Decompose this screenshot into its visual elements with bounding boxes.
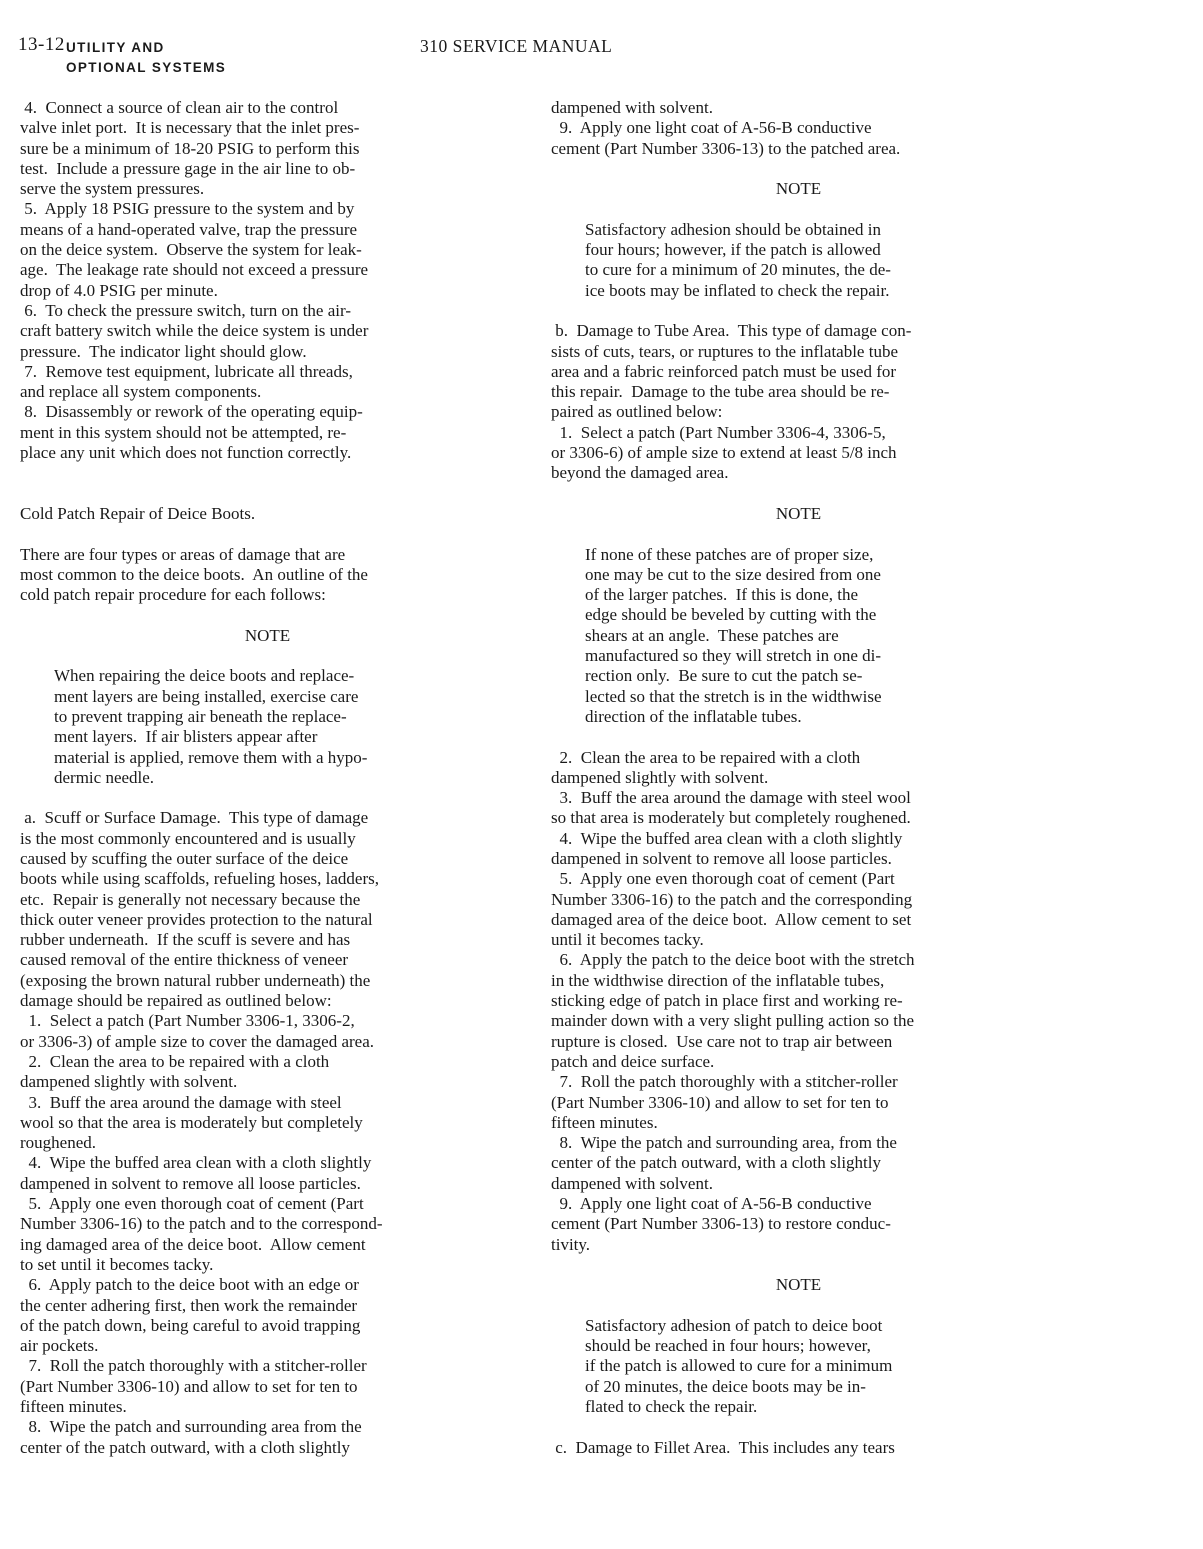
- text-line: sists of cuts, tears, or ruptures to the inflatable tube: [551, 341, 898, 361]
- text-line: drop of 4.0 PSIG per minute.: [20, 280, 218, 300]
- text-line: material is applied, remove them with a hypo-: [54, 747, 368, 767]
- text-line: damage should be repaired as outlined below:: [20, 991, 332, 1011]
- text-line: cement (Part Number 3306-13) to restore conduc-: [551, 1214, 891, 1234]
- right-column: [551, 98, 1046, 1458]
- text-line: fifteen minutes.: [20, 1397, 127, 1416]
- text-line: area and a fabric reinforced patch must be used for: [551, 361, 897, 381]
- text-line: 8. Wipe the patch and surrounding area, from the: [551, 1133, 897, 1153]
- text-line: of 20 minutes, the deice boots may be in-: [585, 1376, 866, 1396]
- text-line: ing damaged area of the deice boot. Allow cement: [20, 1234, 366, 1254]
- text-line: Satisfactory adhesion of patch to deice boot: [585, 1315, 883, 1335]
- text-line: dampened with solvent.: [551, 98, 713, 117]
- text-line: tivity.: [551, 1234, 591, 1254]
- text-line: cement (Part Number 3306-13) to the patched area.: [551, 138, 901, 158]
- text-line: rubber underneath. If the scuff is severe and has: [20, 930, 351, 950]
- note-body: [20, 666, 515, 788]
- text-line: serve the system pressures.: [20, 179, 205, 199]
- text-line: means of a hand-operated valve, trap the pressure: [20, 219, 358, 239]
- left-column: [20, 98, 515, 1458]
- text-line: (Part Number 3306-10) and allow to set for ten to: [20, 1376, 358, 1396]
- text-line: is the most commonly encountered and is usually: [20, 828, 356, 848]
- text-line: 5. Apply one even thorough coat of cement (Part: [551, 869, 895, 889]
- text-line: shears at an angle. These patches are: [585, 625, 839, 645]
- text-line: caused removal of the entire thickness of veneer: [20, 950, 349, 970]
- tube-repair-steps: [551, 748, 1046, 1255]
- text-line: if the patch is allowed to cure for a minimum: [585, 1356, 893, 1376]
- text-line: so that area is moderately but completely roughened.: [551, 808, 911, 828]
- text-line: 6. Apply patch to the deice boot with an edge or: [20, 1275, 359, 1295]
- text-line: this repair. Damage to the tube area should be re-: [551, 382, 890, 402]
- section-label-line2: OPTIONAL SYSTEMS: [66, 60, 227, 75]
- text-line: four hours; however, if the patch is allowed: [585, 240, 881, 260]
- note-body: [551, 1316, 1046, 1417]
- note-body: [551, 545, 1046, 728]
- text-line: 2. Clean the area to be repaired with a cloth: [551, 747, 861, 767]
- text-line: or 3306-3) of ample size to cover the damaged area.: [20, 1031, 375, 1051]
- text-line: 7. Remove test equipment, lubricate all threads,: [20, 361, 353, 381]
- text-line: dampened with solvent.: [551, 1173, 713, 1193]
- text-line: Number 3306-16) to the patch and the corresponding: [551, 889, 913, 909]
- text-line: 2. Clean the area to be repaired with a cloth: [20, 1051, 330, 1071]
- note-body: [551, 220, 1046, 301]
- text-line: of the patch down, being careful to avoid trapping: [20, 1315, 361, 1335]
- intro-paragraph: [20, 545, 515, 606]
- text-line: rection only. Be sure to cut the patch se-: [585, 666, 863, 686]
- note-heading: NOTE: [775, 1275, 822, 1295]
- scuff-damage-section: [20, 808, 515, 1458]
- note-heading: NOTE: [244, 625, 291, 645]
- text-line: 4. Connect a source of clean air to the control: [20, 98, 339, 117]
- text-line: to set until it becomes tacky.: [20, 1254, 214, 1274]
- text-line: ice boots may be inflated to check the repair.: [585, 280, 890, 300]
- text-line: 4. Wipe the buffed area clean with a cloth slightly: [551, 828, 903, 848]
- text-line: 7. Roll the patch thoroughly with a stitcher-roller: [551, 1072, 898, 1092]
- text-line: mainder down with a very slight pulling action so the: [551, 1011, 915, 1031]
- text-line: until it becomes tacky.: [551, 930, 704, 950]
- note-heading: NOTE: [775, 503, 822, 523]
- text-line: paired as outlined below:: [551, 402, 723, 422]
- system-test-steps: [20, 98, 515, 463]
- text-line: center of the patch outward, with a cloth slightly: [20, 1437, 350, 1457]
- text-line: or 3306-6) of ample size to extend at least 5/8 inch: [551, 443, 897, 463]
- text-line: When repairing the deice boots and replace-: [54, 666, 355, 686]
- text-line: place any unit which does not function correctly.: [20, 443, 352, 463]
- text-line: direction of the inflatable tubes.: [585, 706, 802, 726]
- text-line: dampened in solvent to remove all loose particles.: [20, 1173, 361, 1193]
- tube-damage-section: [551, 321, 1046, 483]
- text-line: (exposing the brown natural rubber underneath) the: [20, 970, 371, 990]
- text-line: one may be cut to the size desired from one: [585, 564, 881, 584]
- text-line: thick outer veneer provides protection to the natural: [20, 909, 373, 929]
- text-line: If none of these patches are of proper size,: [585, 544, 874, 564]
- section-label-line1: UTILITY AND: [66, 40, 165, 55]
- text-line: 1. Select a patch (Part Number 3306-1, 3306-2,: [20, 1011, 355, 1031]
- text-line: 7. Roll the patch thoroughly with a stitcher-roller: [20, 1356, 367, 1376]
- text-line: ment layers. If air blisters appear after: [54, 727, 318, 747]
- text-line: edge should be beveled by cutting with the: [585, 605, 877, 625]
- text-line: manufactured so they will stretch in one di-: [585, 646, 881, 666]
- text-line: ment layers are being installed, exercise care: [54, 686, 359, 706]
- text-line: 4. Wipe the buffed area clean with a cloth slightly: [20, 1153, 372, 1173]
- text-line: age. The leakage rate should not exceed a pressure: [20, 260, 369, 280]
- scuff-continuation: [551, 98, 1046, 159]
- fillet-damage-heading: c. Damage to Fillet Area. This includes any tears: [551, 1437, 895, 1457]
- text-line: rupture is closed. Use care not to trap air between: [551, 1031, 893, 1051]
- text-line: center of the patch outward, with a cloth slightly: [551, 1153, 881, 1173]
- text-line: cold patch repair procedure for each follows:: [20, 585, 326, 605]
- text-line: ment in this system should not be attempted, re-: [20, 422, 347, 442]
- text-line: etc. Repair is generally not necessary because the: [20, 889, 361, 909]
- text-line: sure be a minimum of 18-20 PSIG to perform this: [20, 138, 360, 158]
- text-line: valve inlet port. It is necessary that the inlet pres-: [20, 118, 360, 138]
- text-line: the center adhering first, then work the remainder: [20, 1295, 358, 1315]
- text-line: to prevent trapping air beneath the replace-: [54, 706, 347, 726]
- text-line: 3. Buff the area around the damage with steel: [20, 1092, 342, 1112]
- text-line: dampened in solvent to remove all loose particles.: [551, 848, 892, 868]
- text-line: a. Scuff or Surface Damage. This type of damage: [20, 808, 369, 828]
- text-line: Number 3306-16) to the patch and to the correspond-: [20, 1214, 383, 1234]
- text-line: 5. Apply one even thorough coat of cement (Part: [20, 1194, 364, 1214]
- text-line: sticking edge of patch in place first and working re-: [551, 991, 903, 1011]
- text-line: 6. To check the pressure switch, turn on the air-: [20, 300, 351, 320]
- section-heading: Cold Patch Repair of Deice Boots.: [20, 503, 256, 523]
- text-line: 5. Apply 18 PSIG pressure to the system and by: [20, 199, 355, 219]
- text-line: dampened slightly with solvent.: [551, 767, 769, 787]
- text-line: damaged area of the deice boot. Allow cement to set: [551, 909, 912, 929]
- text-line: b. Damage to Tube Area. This type of damage con-: [551, 321, 912, 341]
- text-line: test. Include a pressure gage in the air line to ob-: [20, 158, 356, 178]
- text-line: of the larger patches. If this is done, the: [585, 585, 859, 605]
- text-line: (Part Number 3306-10) and allow to set for ten to: [551, 1092, 889, 1112]
- text-line: roughened.: [20, 1133, 97, 1153]
- text-line: Satisfactory adhesion should be obtained in: [585, 219, 882, 239]
- text-line: to cure for a minimum of 20 minutes, the de-: [585, 260, 891, 280]
- text-line: most common to the deice boots. An outline of the: [20, 564, 368, 584]
- page-number: 13-12: [18, 34, 65, 55]
- text-line: 8. Wipe the patch and surrounding area from the: [20, 1417, 362, 1437]
- text-line: flated to check the repair.: [585, 1397, 758, 1416]
- text-line: fifteen minutes.: [551, 1112, 658, 1132]
- text-line: 9. Apply one light coat of A-56-B conductive: [551, 1194, 872, 1214]
- text-line: dampened slightly with solvent.: [20, 1072, 238, 1092]
- section-label: [66, 38, 226, 78]
- text-line: wool so that the area is moderately but completely: [20, 1112, 363, 1132]
- manual-title: 310 SERVICE MANUAL: [420, 36, 613, 56]
- text-line: lected so that the stretch is in the widthwise: [585, 686, 882, 706]
- note-heading: NOTE: [775, 179, 822, 199]
- text-line: beyond the damaged area.: [551, 463, 729, 483]
- text-line: pressure. The indicator light should glow.: [20, 341, 307, 361]
- text-line: in the widthwise direction of the inflatable tubes,: [551, 970, 885, 990]
- text-line: 3. Buff the area around the damage with steel wool: [551, 788, 911, 808]
- text-line: boots while using scaffolds, refueling hoses, ladders,: [20, 869, 379, 889]
- text-line: 6. Apply the patch to the deice boot with the stretch: [551, 950, 915, 970]
- text-line: 9. Apply one light coat of A-56-B conductive: [551, 118, 872, 138]
- text-line: patch and deice surface.: [551, 1051, 715, 1071]
- text-line: air pockets.: [20, 1336, 99, 1356]
- text-line: on the deice system. Observe the system for leak-: [20, 240, 362, 260]
- text-line: There are four types or areas of damage that are: [20, 544, 346, 564]
- text-line: dermic needle.: [54, 767, 155, 787]
- text-line: caused by scuffing the outer surface of the deice: [20, 848, 349, 868]
- text-line: and replace all system components.: [20, 382, 262, 402]
- text-line: 8. Disassembly or rework of the operating equip-: [20, 402, 363, 422]
- text-line: 1. Select a patch (Part Number 3306-4, 3306-5,: [551, 422, 886, 442]
- text-line: should be reached in four hours; however,: [585, 1336, 871, 1356]
- text-line: craft battery switch while the deice system is under: [20, 321, 369, 341]
